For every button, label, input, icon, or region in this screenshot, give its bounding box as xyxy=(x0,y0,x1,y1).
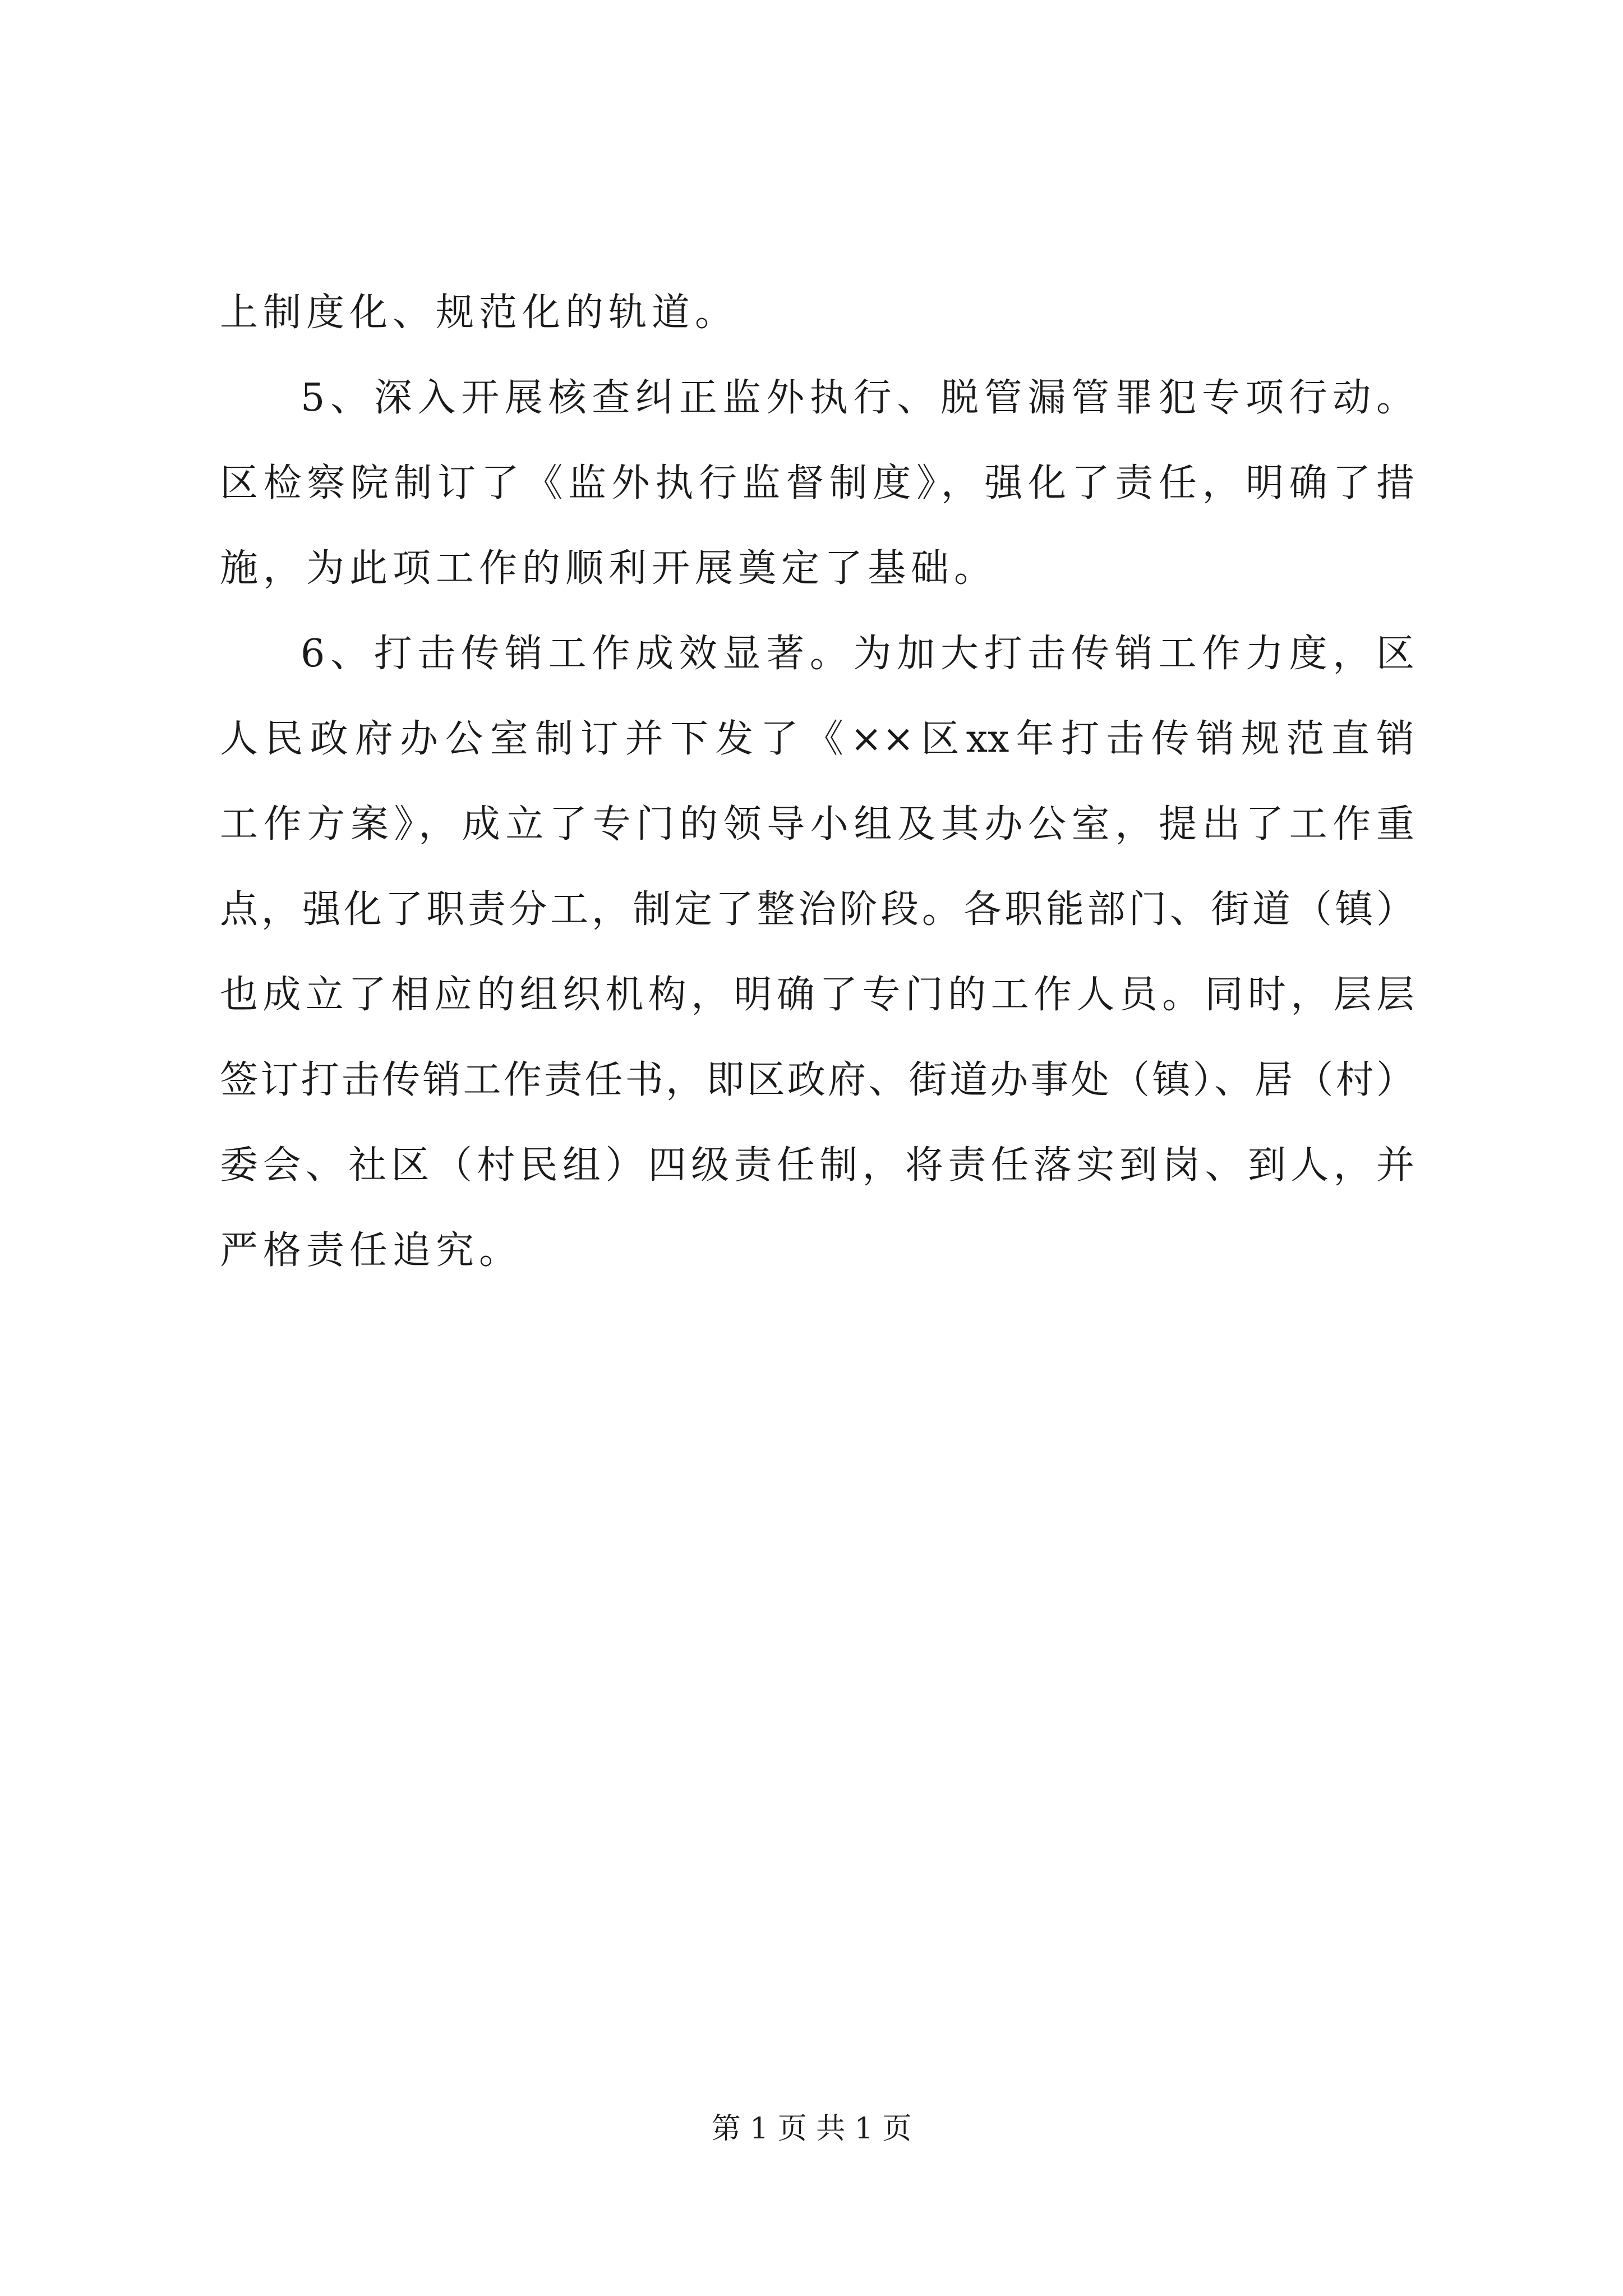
text-line: 工作方案》，成立了专门的领导小组及其办公室，提出了工作重 xyxy=(220,802,1414,846)
text-line: 严格责任追究。 xyxy=(220,1228,523,1273)
text-line: 施，为此项工作的顺利开展奠定了基础。 xyxy=(220,546,998,591)
paragraph-5-start: 5、深入开展核查纠正监外执行、脱管漏管罪犯专项行动。 xyxy=(301,376,1414,420)
paragraph-6-start: 6、打击传销工作成效显著。为加大打击传销工作力度，区 xyxy=(301,632,1414,676)
text-line: 委会、社区（村民组）四级责任制，将责任落实到岗、到人，并 xyxy=(220,1143,1414,1188)
text-line: 区检察院制订了《监外执行监督制度》，强化了责任，明确了措 xyxy=(220,461,1414,505)
page-footer: 第 1 页 共 1 页 xyxy=(711,2112,912,2146)
text-line: 点，强化了职责分工，制定了整治阶段。各职能部门、街道（镇） xyxy=(220,887,1414,932)
text-line: 人民政府办公室制订并下发了《××区xx年打击传销规范直销 xyxy=(220,717,1414,761)
text-line: 签订打击传销工作责任书，即区政府、街道办事处（镇）、居（村） xyxy=(220,1058,1414,1102)
document-body xyxy=(220,270,1414,1294)
text-line: 也成立了相应的组织机构，明确了专门的工作人员。同时，层层 xyxy=(220,973,1414,1017)
text-line: 上制度化、规范化的轨道。 xyxy=(220,291,739,335)
